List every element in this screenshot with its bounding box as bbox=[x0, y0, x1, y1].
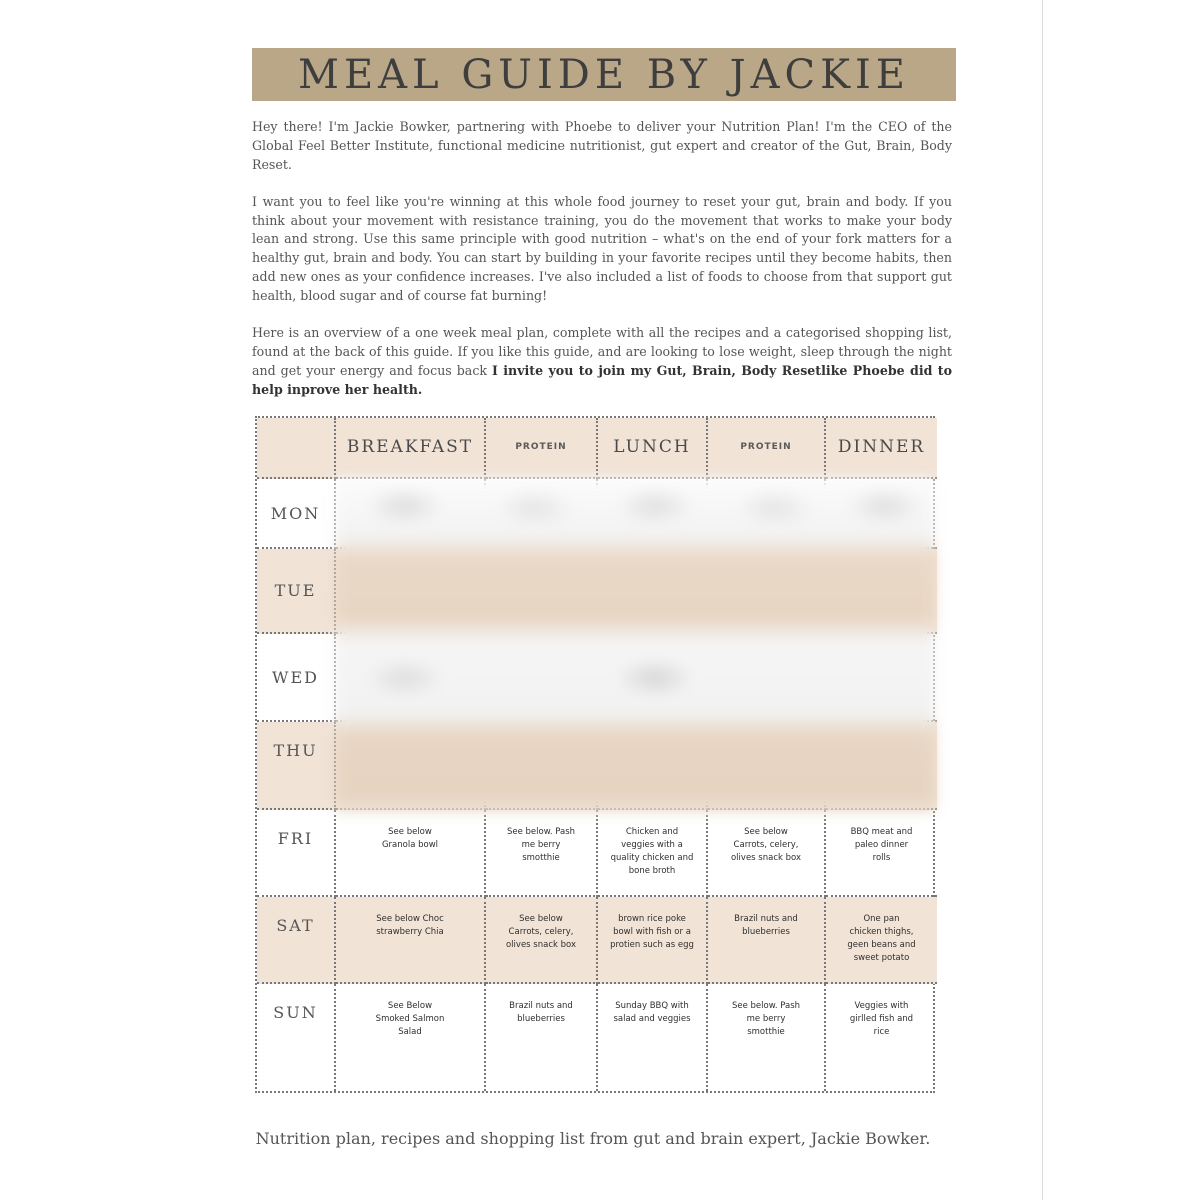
intro-text bbox=[252, 118, 952, 418]
intro-paragraph-1: Hey there! I'm Jackie Bowker, partnering with Phoebe to deliver your Nutrition Plan! I'm the CEO of the Global Feel Better Institute, functional medicine nutritionist, gut expert and creator of the Gut, Brain, Body Reset. bbox=[252, 119, 952, 172]
sun-breakfast: See Below Smoked Salmon Salad bbox=[336, 984, 486, 1091]
invite-text: I invite you to join my Gut, Brain, Body Resetlike Phoebe did to help inprove her health. bbox=[252, 362, 952, 397]
blurred-content-overlay bbox=[335, 478, 935, 812]
day-mon: MON bbox=[257, 479, 336, 549]
header-breakfast: BREAKFAST bbox=[336, 418, 486, 479]
header-protein-1: PROTEIN bbox=[486, 418, 598, 479]
day-fri: FRI bbox=[257, 810, 336, 897]
day-thu: THU bbox=[257, 722, 336, 810]
sun-protein-2: See below. Pash me berry smotthie bbox=[708, 984, 826, 1091]
intro-paragraph-3 bbox=[252, 324, 952, 399]
fri-protein-1: See below. Pash me berry smotthie bbox=[486, 810, 598, 897]
sat-lunch: brown rice poke bowl with fish or a protien such as egg bbox=[598, 897, 708, 984]
sat-dinner: One pan chicken thighs, geen beans and sweet potato bbox=[826, 897, 937, 984]
meal-plan-table bbox=[255, 416, 935, 1093]
page-title: MEAL GUIDE BY JACKIE bbox=[298, 51, 910, 98]
sun-dinner: Veggies with girlled fish and rice bbox=[849, 1001, 914, 1037]
title-banner bbox=[252, 48, 956, 101]
day-sat: SAT bbox=[257, 897, 336, 984]
fri-dinner: BBQ meat and paleo dinner rolls bbox=[826, 810, 937, 897]
sat-protein-2: Brazil nuts and blueberries bbox=[708, 897, 826, 984]
intro-paragraph-3-text: Here is an overview of a one week meal plan, complete with all the recipes and a categorised shopping list, found at the back of this guide. If you like this guide, and are looking to lose weight, sleep through the night and get your energy and focus back bbox=[252, 325, 952, 378]
header-protein-2: PROTEIN bbox=[708, 418, 826, 479]
sat-protein-1: See below Carrots, celery, olives snack box bbox=[486, 897, 598, 984]
footer-caption: Nutrition plan, recipes and shopping list from gut and brain expert, Jackie Bowker. bbox=[255, 1129, 931, 1148]
sun-protein-1: Brazil nuts and blueberries bbox=[486, 984, 598, 1091]
sat-breakfast: See below Choc strawberry Chia bbox=[336, 897, 486, 984]
page-edge-divider bbox=[1042, 0, 1043, 1200]
day-sun: SUN bbox=[257, 984, 336, 1091]
header-dinner: DINNER bbox=[826, 418, 937, 479]
corner-cell bbox=[257, 418, 336, 479]
day-wed: WED bbox=[257, 634, 336, 722]
fri-breakfast: See below Granola bowl bbox=[336, 810, 486, 897]
sun-lunch: Sunday BBQ with salad and veggies bbox=[598, 984, 708, 1091]
day-tue: TUE bbox=[257, 549, 336, 634]
header-lunch: LUNCH bbox=[598, 418, 708, 479]
fri-protein-2: See below Carrots, celery, olives snack box bbox=[708, 810, 826, 897]
fri-lunch: Chicken and veggies with a quality chicken and bone broth bbox=[598, 810, 708, 897]
intro-paragraph-2: I want you to feel like you're winning at this whole food journey to reset your gut, brain and body. If you think about your movement with resistance training, you do the movement that works to make your body lean and strong. Use this same principle with good nutrition – what's on the end of your fork matters for a healthy gut, brain and body. You can start by building in your favorite recipes until they become habits, then add new ones as your confidence increases. I've also included a list of foods to choose from that support gut health, blood sugar and of course fat burning! bbox=[252, 193, 952, 303]
